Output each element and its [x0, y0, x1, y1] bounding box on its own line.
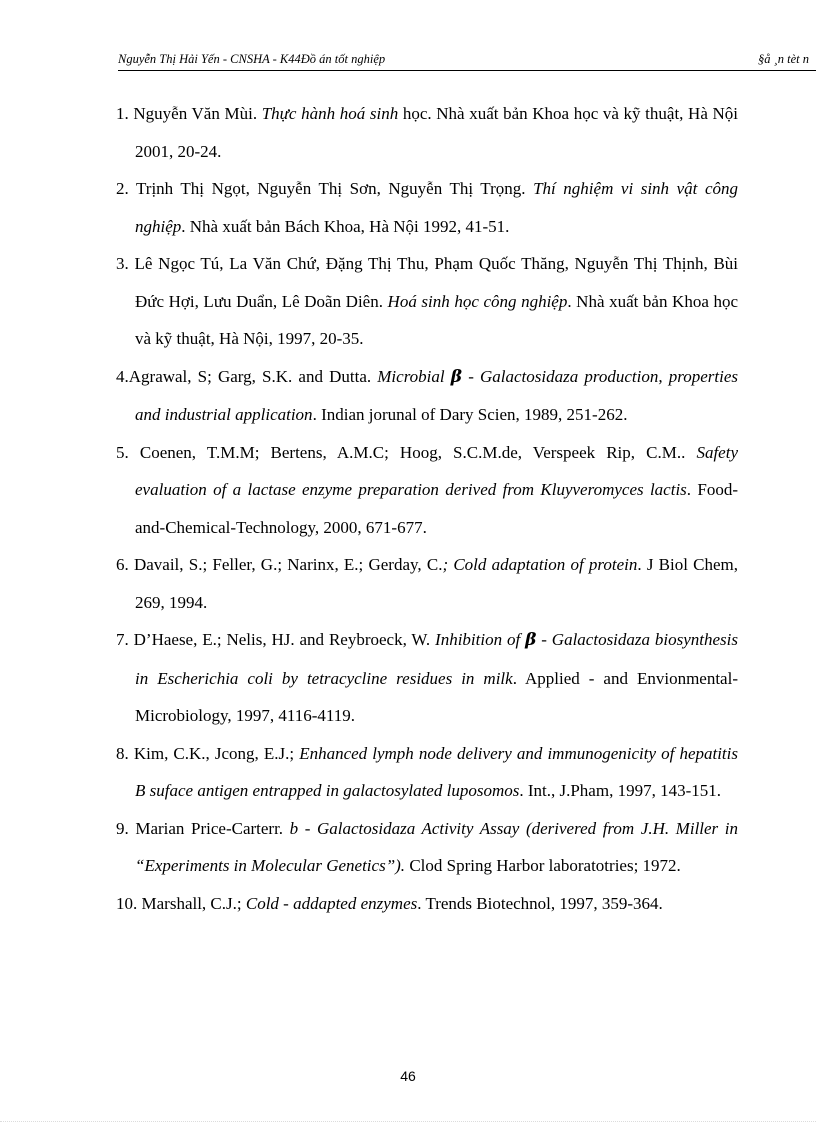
reference-source: học. Nhà xuất bản Khoa học và kỹ thuật, Hà Nội 2001, 20-24.: [135, 104, 738, 161]
reference-number: 8.: [116, 743, 134, 763]
reference-authors: Lê Ngọc Tú, La Văn Chứ, Đặng Thị Thu, Phạm Quốc Thăng, Nguyễn Thị Thịnh, Bùi Đức Hợi, Lưu Duẩn, Lê Doãn Diên.: [134, 254, 739, 311]
reference-number: 9.: [116, 818, 136, 838]
reference-authors: Trịnh Thị Ngọt, Nguyễn Thị Sơn, Nguyễn Thị Trọng.: [136, 179, 534, 198]
reference-number: 5.: [116, 442, 140, 462]
header-right-text: §å ¸n tèt n: [758, 52, 810, 66]
reference-source: . Applied - and Envionmental-Microbiology, 1997, 4116-4119.: [135, 668, 738, 725]
reference-list: [116, 95, 738, 922]
beta-symbol: β: [450, 366, 463, 387]
reference-item: [116, 95, 738, 170]
reference-source: . J Biol Chem, 269, 1994.: [135, 555, 739, 612]
reference-number: 10.: [116, 893, 142, 913]
reference-title: ; Cold adaptation of protein: [442, 555, 638, 574]
reference-title: Enhanced lymph node delivery and immunogenicity of hepatitis B suface antigen entrapped in galactosylated luposomos: [135, 743, 738, 800]
reference-title: b - Galactosidaza Activity Assay (derivered from J.H. Miller in “Experiments in Molecular Genetics”).: [135, 818, 738, 875]
reference-authors: Davail, S.; Feller, G.; Narinx, E.; Gerday, C.: [133, 555, 443, 574]
reference-authors: Agrawal, S; Garg, S.K. and Dutta.: [128, 366, 378, 386]
reference-title: Hoá sinh học công nghiệp: [387, 291, 568, 311]
beta-symbol: β: [525, 630, 537, 650]
reference-title: Cold - addapted enzymes: [245, 893, 418, 913]
reference-item: [116, 546, 738, 621]
reference-authors: Marshall, C.J.;: [141, 893, 246, 913]
header-author-title: Nguyễn Thị Hải Yến - CNSHA - K44Đồ án tốt nghiệp: [118, 52, 386, 66]
reference-source: . Food-and-Chemical-Technology, 2000, 671-677.: [135, 480, 738, 537]
reference-authors: Coenen, T.M.M; Bertens, A.M.C; Hoog, S.C.M.de, Verspeek Rip, C.M..: [139, 442, 697, 462]
reference-source: . Nhà xuất bản Bách Khoa, Hà Nội 1992, 41-51.: [181, 216, 510, 236]
reference-item: [116, 170, 738, 245]
page-header: [118, 50, 816, 71]
reference-title-prefix: Microbial: [377, 366, 451, 386]
reference-authors: Kim, C.K., Jcong, E.J.;: [133, 743, 300, 763]
reference-item: [116, 434, 738, 547]
reference-number: 7.: [116, 630, 134, 649]
page-bottom-divider: [0, 1121, 816, 1122]
reference-title: Thí nghiệm vi sinh vật công nghiệp: [135, 179, 738, 236]
reference-title: - Galactosidaza production, properties and industrial application: [135, 366, 738, 424]
reference-number: 3.: [116, 254, 135, 273]
reference-source: . Nhà xuất bản Khoa học và kỹ thuật, Hà Nội, 1997, 20-35.: [135, 291, 738, 348]
reference-source: . Trends Biotechnol, 1997, 359-364.: [417, 893, 663, 913]
reference-source: . Int., J.Pham, 1997, 143-151.: [519, 781, 721, 800]
reference-title-prefix: Inhibition of: [435, 630, 526, 649]
reference-number: 6.: [116, 555, 134, 574]
reference-authors: D’Haese, E.; Nelis, HJ. and Reybroeck, W.: [133, 630, 436, 649]
reference-number: 4.: [116, 366, 129, 386]
reference-title: Thực hành hoá sinh: [261, 104, 399, 123]
reference-item: [116, 885, 738, 923]
reference-authors: Marian Price-Carterr.: [135, 818, 290, 838]
reference-title: Safety evaluation of a lactase enzyme preparation derived from Kluyveromyces lactis: [135, 442, 738, 499]
reference-title: - Galactosidaza biosynthesis in Escherichia coli by tetracycline residues in milk: [135, 630, 739, 688]
page-number: 46: [400, 1068, 416, 1084]
reference-authors: Nguyễn Văn Mùi.: [133, 104, 262, 123]
reference-number: 2.: [116, 179, 136, 198]
reference-source: . Indian jorunal of Dary Scien, 1989, 251-262.: [312, 405, 628, 424]
reference-item: [116, 358, 738, 434]
reference-item: [116, 245, 738, 358]
reference-item: [116, 810, 738, 885]
reference-source: Clod Spring Harbor laboratotries; 1972.: [405, 856, 681, 875]
reference-number: 1.: [116, 104, 134, 123]
reference-item: [116, 621, 738, 735]
reference-item: [116, 735, 738, 810]
